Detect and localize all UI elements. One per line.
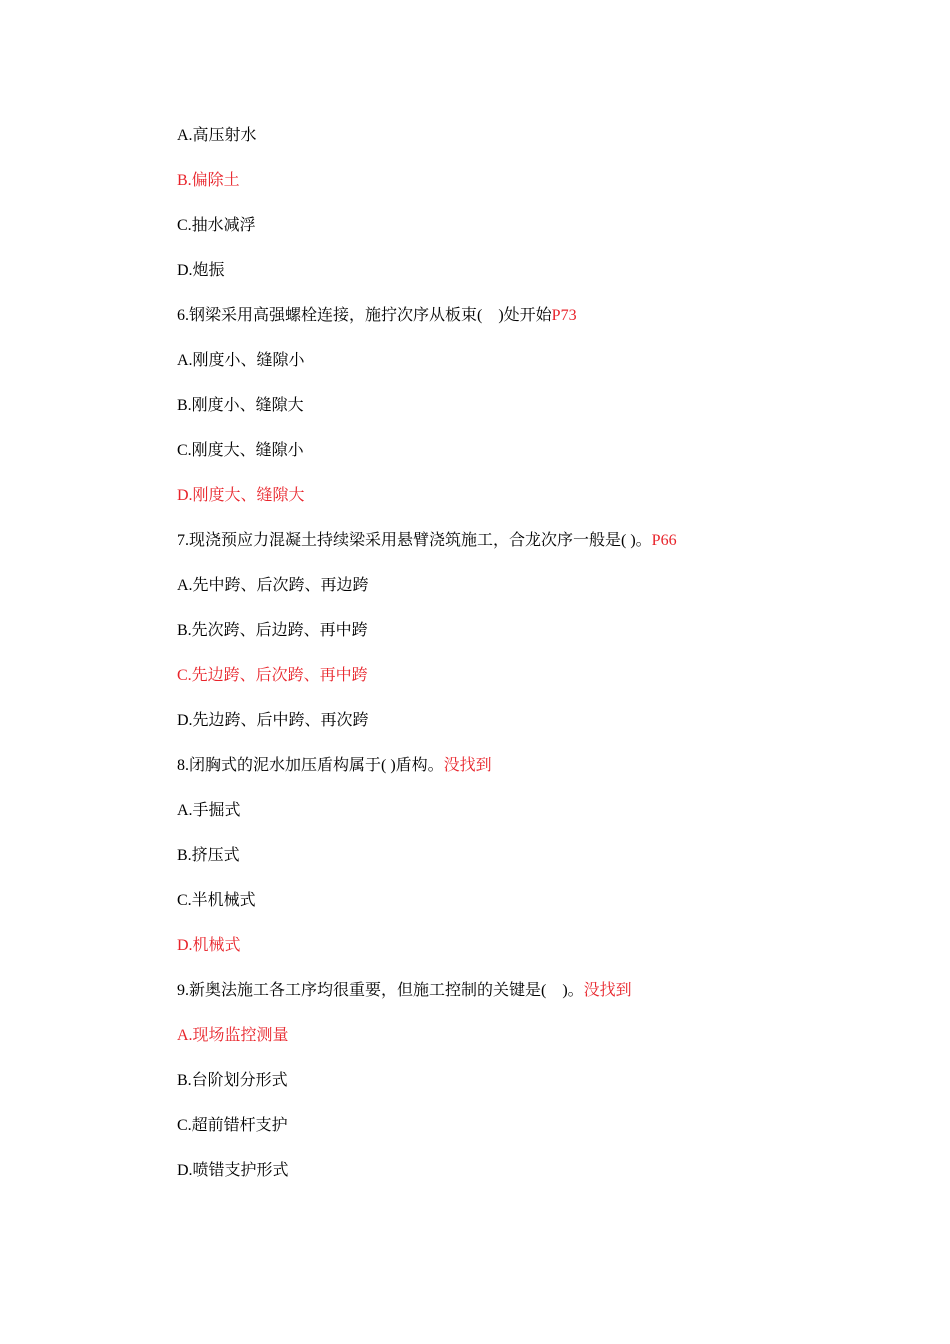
q9-stem: 9.新奥法施工各工序均很重要，但施工控制的关键是( )。	[177, 982, 584, 999]
q8-stem: 8.闭胸式的泥水加压盾构属于( )盾构。	[177, 757, 444, 774]
q7-option-d: D.先边跨、后中跨、再次跨	[177, 712, 369, 729]
q7-question	[177, 530, 677, 552]
q8-question	[177, 755, 492, 777]
q6-option-d-answer: D.刚度大、缝隙大	[177, 487, 305, 504]
q9-question	[177, 980, 632, 1002]
q7-page-note: P66	[651, 532, 677, 549]
q8-option-c: C.半机械式	[177, 892, 256, 909]
q9-option-d: D.喷错支护形式	[177, 1162, 289, 1179]
q8-option-a: A.手掘式	[177, 802, 241, 819]
q7-stem: 7.现浇预应力混凝土持续梁采用悬臂浇筑施工，合龙次序一般是( )。	[177, 532, 652, 549]
q6-stem: 6.钢梁采用高强螺栓连接，施拧次序从板束( )处开始	[177, 307, 552, 324]
q6-question	[177, 305, 577, 327]
q7-option-b: B.先次跨、后边跨、再中跨	[177, 622, 368, 639]
q9-option-c: C.超前错杆支护	[177, 1117, 288, 1134]
q7-option-a: A.先中跨、后次跨、再边跨	[177, 577, 369, 594]
q6-option-a: A.刚度小、缝隙小	[177, 352, 305, 369]
q6-option-b: B.刚度小、缝隙大	[177, 397, 304, 414]
q5-option-b-answer: B.偏除土	[177, 172, 240, 189]
q8-option-b: B.挤压式	[177, 847, 240, 864]
q8-option-d-answer: D.机械式	[177, 937, 241, 954]
q9-option-a-answer: A.现场监控测量	[177, 1027, 289, 1044]
q6-page-note: P73	[551, 307, 577, 324]
q9-option-b: B.台阶划分形式	[177, 1072, 288, 1089]
q8-note: 没找到	[443, 757, 492, 774]
q5-option-a: A.高压射水	[177, 127, 257, 144]
q9-note: 没找到	[583, 982, 632, 999]
q5-option-c: C.抽水减浮	[177, 217, 256, 234]
q7-option-c-answer: C.先边跨、后次跨、再中跨	[177, 667, 368, 684]
q6-option-c: C.刚度大、缝隙小	[177, 442, 304, 459]
q5-option-d: D.炮振	[177, 262, 225, 279]
